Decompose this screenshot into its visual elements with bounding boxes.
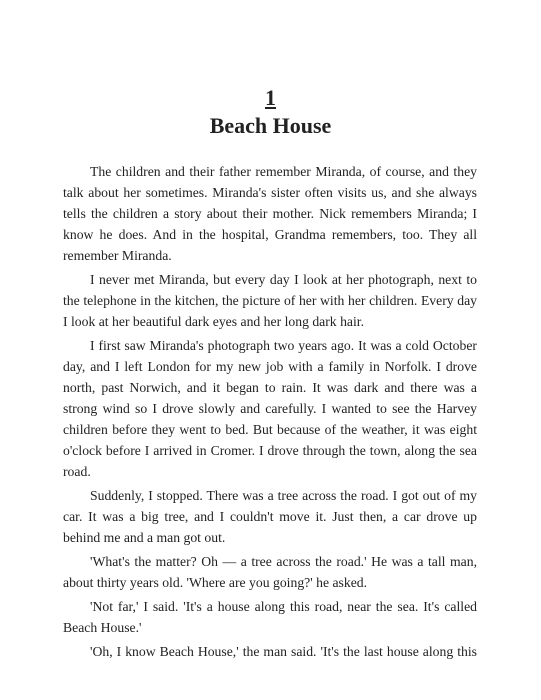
chapter-body [63,161,477,665]
paragraph: I never met Miranda, but every day I look at her photograph, next to the telephone in the kitchen, the picture of her with her children. Every day I look at her beautiful dark eyes and her long dark hair. [63,272,477,329]
paragraph: The children and their father remember Miranda, of course, and they talk about her sometimes. Miranda's sister often visits us, and she always tells the children a story about their mother. Nick remembers Miranda; I know he does. And in the hospital, Grandma remembers, too. They all remember Miranda. [63,164,477,263]
chapter-number-text: 1 [265,85,276,110]
paragraph: Suddenly, I stopped. There was a tree across the road. I got out of my car. It was a big tree, and I couldn't move it. Just then, a car drove up behind me and a man got out. [63,488,477,545]
paragraph: I first saw Miranda's photograph two years ago. It was a cold October day, and I left London for my new job with a family in Norfolk. I drove north, past Norwich, and it began to rain. It was dark and there was a strong wind so I drove slowly and carefully. I wanted to see the Harvey children before they went to bed. But because of the weather, it was eight o'clock before I arrived in Cromer. I drove through the town, along the sea road. [63,338,477,479]
paragraph: 'Not far,' I said. 'It's a house along this road, near the sea. It's called Beach House.' [63,599,477,635]
paragraph: 'What's the matter? Oh — a tree across the road.' He was a tall man, about thirty years old. 'Where are you going?' he asked. [63,554,477,590]
chapter-number [0,86,541,110]
chapter-title: Beach House [209,113,332,138]
paragraph: 'Oh, I know Beach House,' the man said. 'It's the last house along this [90,644,477,659]
